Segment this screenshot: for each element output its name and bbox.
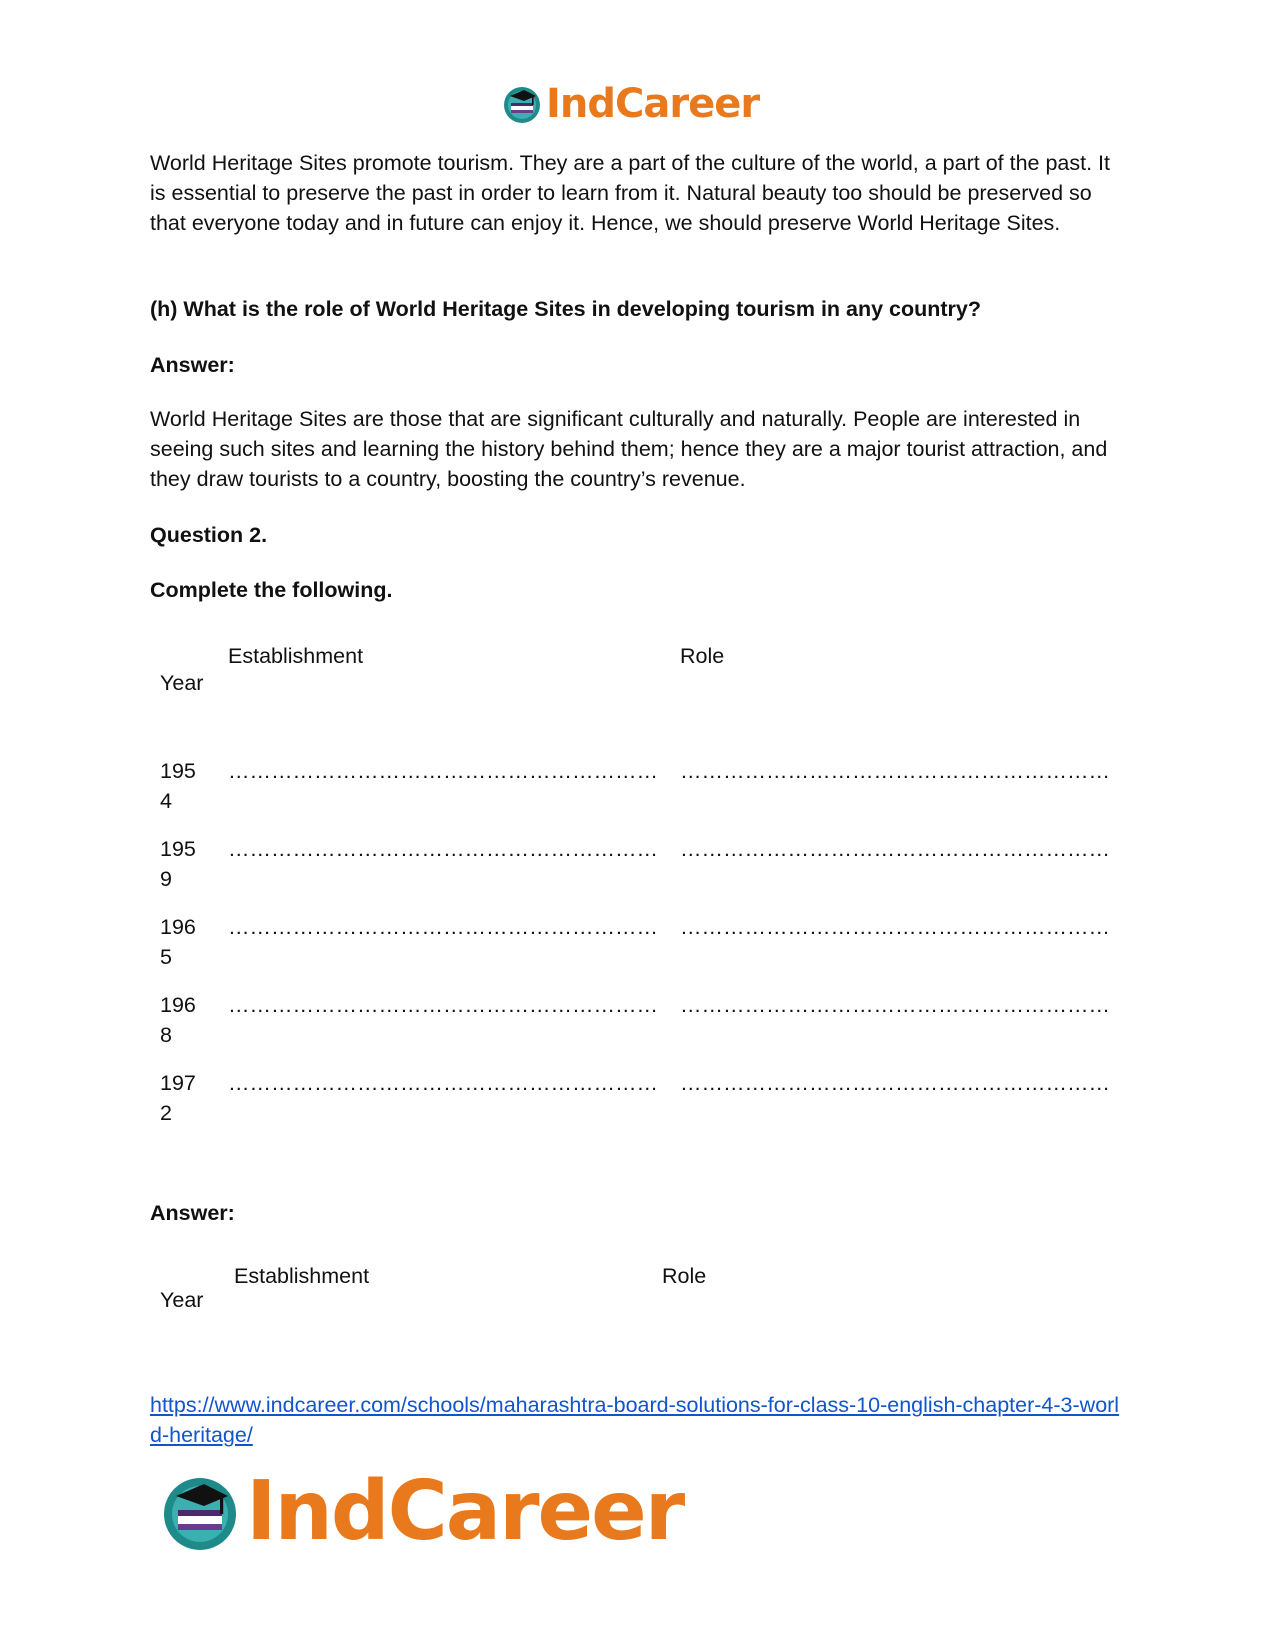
row-year: 1954: [160, 759, 196, 813]
row-establishment-blank: ……………………………………………………: [228, 915, 658, 939]
row-year: 1972: [160, 1071, 196, 1125]
source-link[interactable]: https://www.indcareer.com/schools/maharashtra-board-solutions-for-class-10-english-chapter-4-3-world-heritage/: [150, 1393, 1120, 1447]
paragraph-tourism-role: World Heritage Sites are those that are significant culturally and naturally. People are interested in seeing such sites and learning the history behind them; hence they are a major tourist attraction, and they draw tourists to a country, boosting the country’s revenue.: [150, 407, 1108, 491]
brand-name: IndCareer: [246, 1464, 684, 1559]
column-header-establishment: Establishment: [228, 644, 364, 668]
table-row: [150, 1068, 1110, 1128]
row-role-blank: ……………………………………………………: [680, 1071, 1110, 1095]
table-row: [150, 990, 1110, 1050]
column-header-establishment: Establishment: [234, 1264, 370, 1288]
row-role-blank: ……………………………………………………: [680, 915, 1110, 939]
row-year: 1968: [160, 993, 196, 1047]
graduation-book-icon: [502, 84, 542, 124]
answer-label: Answer:: [150, 1201, 235, 1225]
paragraph-preserve-heritage: World Heritage Sites promote tourism. They are a part of the culture of the world, a part of the past. It is essential to preserve the past in order to learn from it. Natural beauty too should be preserved so that everyone today and in future can enjoy it. Hence, we should preserve World Heritage Sites.: [150, 151, 1111, 235]
brand-name: IndCareer: [546, 81, 760, 127]
graduation-book-icon: [160, 1472, 240, 1552]
question-2-heading: Question 2.: [150, 523, 268, 547]
instruction-complete: Complete the following.: [150, 578, 393, 602]
indcareer-logo-top: [502, 82, 759, 126]
row-establishment-blank: ……………………………………………………: [228, 837, 658, 861]
row-year: 1965: [160, 915, 196, 969]
table-row: [150, 756, 1110, 816]
row-role-blank: ……………………………………………………: [680, 993, 1110, 1017]
table-row: [150, 912, 1110, 972]
row-role-blank: ……………………………………………………: [680, 837, 1110, 861]
row-establishment-blank: ……………………………………………………: [228, 1071, 658, 1095]
indcareer-logo-bottom: [160, 1464, 684, 1559]
column-header-year: Year: [160, 671, 204, 695]
row-year: 1959: [160, 837, 196, 891]
row-establishment-blank: ……………………………………………………: [228, 993, 658, 1017]
row-establishment-blank: ……………………………………………………: [228, 759, 658, 783]
column-header-year: Year: [160, 1288, 204, 1312]
question-h: (h) What is the role of World Heritage Sites in developing tourism in any country?: [150, 297, 982, 321]
table-row: [150, 834, 1110, 894]
column-header-role: Role: [662, 1264, 707, 1288]
answer-label: Answer:: [150, 353, 235, 377]
column-header-role: Role: [680, 644, 725, 668]
row-role-blank: ……………………………………………………: [680, 759, 1110, 783]
